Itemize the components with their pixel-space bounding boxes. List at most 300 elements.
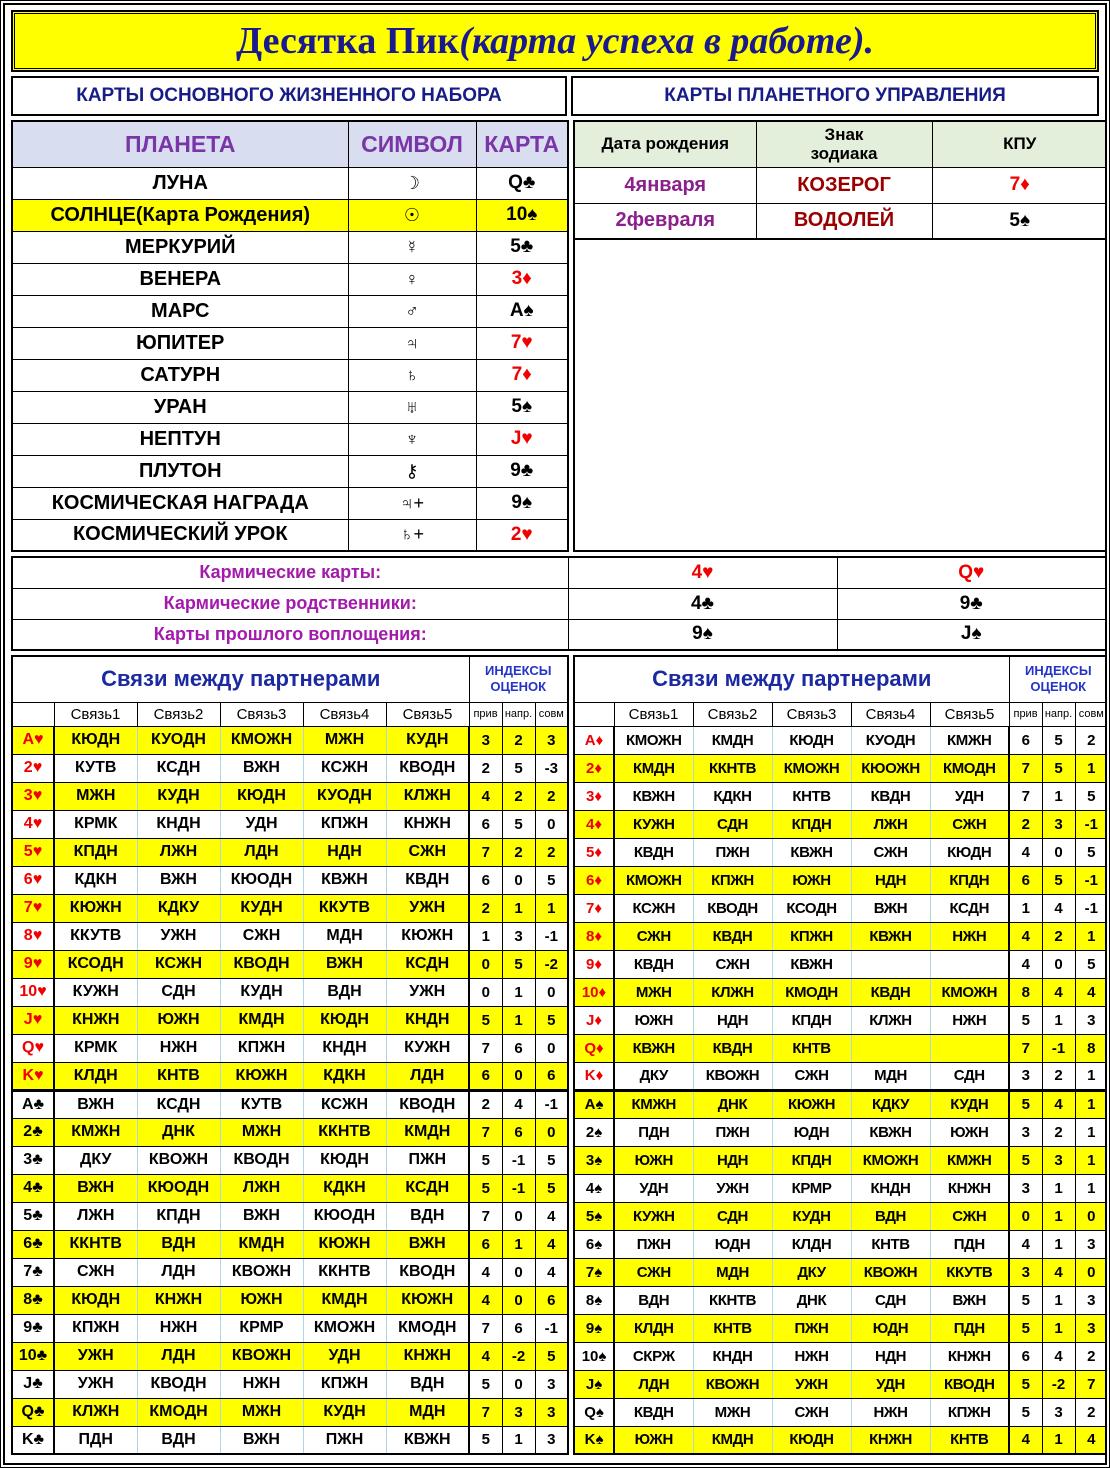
- index-cell: 5: [502, 950, 535, 978]
- planet-name: САТУРН: [12, 359, 348, 391]
- link-cell: КВОЖН: [851, 1258, 930, 1286]
- page-title: [11, 10, 1099, 72]
- link-cell: КЛДН: [54, 1062, 137, 1090]
- index-cell: 2: [1042, 1118, 1075, 1146]
- link-cell: КВОЖН: [220, 1258, 303, 1286]
- link-header: Связь2: [693, 702, 772, 726]
- index-cell: 1: [502, 1230, 535, 1258]
- planet-symbol: ♃+: [348, 487, 476, 519]
- index-cell: 5: [1009, 1146, 1042, 1174]
- index-cell: 5: [535, 1146, 568, 1174]
- link-cell: КВЖН: [851, 922, 930, 950]
- link-cell: ЛЖН: [137, 838, 220, 866]
- partners-header-row: [12, 702, 568, 726]
- link-cell: ЮЖН: [220, 1286, 303, 1314]
- link-cell: СЖН: [772, 1062, 851, 1090]
- planet-symbol: ⚷: [348, 455, 476, 487]
- index-cell: 0: [1042, 950, 1075, 978]
- index-cell: 3: [1009, 1174, 1042, 1202]
- index-header: прив: [469, 702, 502, 726]
- link-cell: ВДН: [137, 1230, 220, 1258]
- link-cell: СЖН: [614, 1258, 693, 1286]
- link-cell: СЖН: [614, 922, 693, 950]
- link-cell: КУОДН: [137, 726, 220, 754]
- link-cell: КЮДН: [54, 1286, 137, 1314]
- index-cell: 4: [535, 1258, 568, 1286]
- card-rank: 4♠: [574, 1174, 614, 1202]
- planet-card: 2♥: [476, 519, 568, 551]
- link-cell: КВДН: [614, 1398, 693, 1426]
- link-cell: ЛДН: [220, 838, 303, 866]
- top-area: [11, 120, 1099, 552]
- index-cell: 4: [469, 1286, 502, 1314]
- link-cell: ДНК: [693, 1090, 772, 1118]
- link-cell: КВОДН: [386, 754, 469, 782]
- link-cell: КВОЖН: [220, 1342, 303, 1370]
- planet-name: КОСМИЧЕСКАЯ НАГРАДА: [12, 487, 348, 519]
- index-cell: 3: [1075, 1006, 1107, 1034]
- link-cell: КНДН: [386, 1006, 469, 1034]
- index-cell: 4: [469, 782, 502, 810]
- partners-title: Связи между партнерами: [574, 656, 1009, 702]
- planet-name: МЕРКУРИЙ: [12, 231, 348, 263]
- link-cell: КЮДН: [303, 1006, 386, 1034]
- link-cell: КСДН: [930, 894, 1009, 922]
- index-cell: 5: [535, 1342, 568, 1370]
- index-cell: 1: [1075, 922, 1107, 950]
- planet-symbol: ♂: [348, 295, 476, 327]
- link-cell: КМОЖН: [303, 1314, 386, 1342]
- partner-row: [12, 1118, 568, 1146]
- link-cell: СДН: [851, 1286, 930, 1314]
- planet-name: МАРС: [12, 295, 348, 327]
- planet-card: 5♣: [476, 231, 568, 263]
- index-cell: 1: [535, 894, 568, 922]
- index-cell: 5: [1042, 754, 1075, 782]
- link-cell: ПДН: [54, 1426, 137, 1454]
- index-cell: 0: [502, 1202, 535, 1230]
- index-cell: 2: [1042, 1062, 1075, 1090]
- link-cell: СДН: [137, 978, 220, 1006]
- link-cell: ЮДН: [693, 1230, 772, 1258]
- karmic-label: Карты прошлого воплощения:: [12, 619, 568, 650]
- link-cell: НЖН: [930, 1006, 1009, 1034]
- link-cell: МДН: [693, 1258, 772, 1286]
- index-cell: 7: [469, 1314, 502, 1342]
- link-cell: УДН: [851, 1370, 930, 1398]
- planet-header-row: [12, 121, 568, 167]
- partner-row: [574, 754, 1107, 782]
- link-cell: ККНТВ: [303, 1258, 386, 1286]
- link-cell: СЖН: [54, 1258, 137, 1286]
- card-rank: 5♦: [574, 838, 614, 866]
- partner-row: [574, 1118, 1107, 1146]
- card-rank: 10♦: [574, 978, 614, 1006]
- index-header: напр.: [502, 702, 535, 726]
- index-cell: 5: [1075, 782, 1107, 810]
- link-cell: КЮЖН: [303, 1230, 386, 1258]
- birth-date: 2февраля: [574, 203, 756, 239]
- link-cell: СЖН: [930, 810, 1009, 838]
- index-cell: 7: [469, 1398, 502, 1426]
- card-rank: Q♦: [574, 1034, 614, 1062]
- index-cell: -1: [1075, 894, 1107, 922]
- link-cell: ЮЖН: [614, 1146, 693, 1174]
- title-main: Десятка Пик: [236, 20, 460, 62]
- index-cell: 3: [1042, 1398, 1075, 1426]
- link-cell: НДН: [693, 1146, 772, 1174]
- link-cell: МЖН: [220, 1398, 303, 1426]
- section-header-planetary: КАРТЫ ПЛАНЕТНОГО УПРАВЛЕНИЯ: [571, 76, 1099, 116]
- index-cell: 0: [1009, 1202, 1042, 1230]
- link-cell: ККНТВ: [693, 1286, 772, 1314]
- partner-row: [12, 1146, 568, 1174]
- link-header: Связь1: [614, 702, 693, 726]
- partner-row: [12, 1034, 568, 1062]
- karmic-card-2: Q♥: [837, 557, 1106, 588]
- index-cell: 2: [469, 1090, 502, 1118]
- card-rank: 10♥: [12, 978, 54, 1006]
- index-cell: 1: [469, 922, 502, 950]
- link-cell: НДН: [851, 866, 930, 894]
- index-cell: 1: [1009, 894, 1042, 922]
- index-cell: 1: [1042, 1426, 1075, 1454]
- link-cell: КВДН: [851, 978, 930, 1006]
- index-cell: -1: [502, 1146, 535, 1174]
- link-header: Связь4: [303, 702, 386, 726]
- link-cell: УЖН: [386, 894, 469, 922]
- link-cell: СЖН: [930, 1202, 1009, 1230]
- card-rank: 7♥: [12, 894, 54, 922]
- card-rank: Q♣: [12, 1398, 54, 1426]
- index-cell: 5: [535, 1006, 568, 1034]
- index-cell: 1: [502, 978, 535, 1006]
- link-cell: КУДН: [386, 726, 469, 754]
- planet-name: НЕПТУН: [12, 423, 348, 455]
- link-cell: КУДН: [772, 1202, 851, 1230]
- link-cell: КМДН: [693, 726, 772, 754]
- link-cell: КПЖН: [54, 1314, 137, 1342]
- link-cell: ВЖН: [930, 1286, 1009, 1314]
- link-cell: ВЖН: [220, 1426, 303, 1454]
- index-cell: 6: [1009, 726, 1042, 754]
- planet-name: УРАН: [12, 391, 348, 423]
- link-cell: КЮДН: [303, 1146, 386, 1174]
- link-cell: КУЖН: [54, 978, 137, 1006]
- partners-area: [11, 655, 1104, 1455]
- index-cell: 7: [1009, 754, 1042, 782]
- link-cell: КВЖН: [772, 838, 851, 866]
- link-cell: [851, 950, 930, 978]
- index-cell: 6: [469, 1230, 502, 1258]
- card-rank: J♠: [574, 1370, 614, 1398]
- partner-row: [12, 1006, 568, 1034]
- link-cell: КМДН: [303, 1286, 386, 1314]
- link-cell: КСОДН: [772, 894, 851, 922]
- partners-header-row: [574, 702, 1107, 726]
- kpu-card: 5♠: [932, 203, 1107, 239]
- zodiac-sign: КОЗЕРОГ: [756, 167, 932, 203]
- link-cell: ЮЖН: [930, 1118, 1009, 1146]
- index-cell: 1: [1042, 1174, 1075, 1202]
- link-cell: ПЖН: [386, 1146, 469, 1174]
- index-cell: 3: [535, 726, 568, 754]
- link-cell: КМОЖН: [220, 726, 303, 754]
- planet-row: [12, 391, 568, 423]
- link-cell: СЖН: [851, 838, 930, 866]
- link-cell: КПЖН: [930, 1398, 1009, 1426]
- card-rank: J♦: [574, 1006, 614, 1034]
- index-cell: 2: [469, 894, 502, 922]
- link-cell: КВДН: [614, 950, 693, 978]
- partner-row: [574, 1314, 1107, 1342]
- col-zodiac: Знак зодиака: [756, 121, 932, 167]
- birth-date: 4января: [574, 167, 756, 203]
- link-cell: ДНК: [137, 1118, 220, 1146]
- link-cell: КРМР: [772, 1174, 851, 1202]
- index-cell: 0: [469, 950, 502, 978]
- partner-row: [574, 894, 1107, 922]
- link-cell: МЖН: [303, 726, 386, 754]
- planet-card: 7♥: [476, 327, 568, 359]
- link-cell: КУЖН: [386, 1034, 469, 1062]
- index-cell: 5: [1009, 1370, 1042, 1398]
- card-rank: 10♠: [574, 1342, 614, 1370]
- section-header-life-set: КАРТЫ ОСНОВНОГО ЖИЗНЕННОГО НАБОРА: [11, 76, 567, 116]
- index-cell: 0: [502, 1370, 535, 1398]
- index-cell: 5: [469, 1174, 502, 1202]
- planet-card: 9♠: [476, 487, 568, 519]
- partner-row: [574, 1174, 1107, 1202]
- link-cell: КЮДН: [54, 726, 137, 754]
- index-cell: 2: [469, 754, 502, 782]
- index-cell: 5: [1009, 1286, 1042, 1314]
- planet-symbol: ♄+: [348, 519, 476, 551]
- partner-row: [574, 1146, 1107, 1174]
- index-header: напр.: [1042, 702, 1075, 726]
- link-cell: КЮДН: [220, 782, 303, 810]
- index-cell: 4: [469, 1342, 502, 1370]
- index-cell: 2: [502, 726, 535, 754]
- link-cell: ККНТВ: [54, 1230, 137, 1258]
- link-cell: УЖН: [693, 1174, 772, 1202]
- link-header: Связь2: [137, 702, 220, 726]
- link-cell: ЮЖН: [614, 1006, 693, 1034]
- partner-row: [574, 1090, 1107, 1118]
- planet-symbol: ☉: [348, 199, 476, 231]
- index-cell: 1: [1075, 1146, 1107, 1174]
- index-cell: 1: [1042, 1286, 1075, 1314]
- index-cell: -2: [535, 950, 568, 978]
- index-cell: 5: [1075, 950, 1107, 978]
- partner-row: [12, 838, 568, 866]
- index-cell: 4: [535, 1230, 568, 1258]
- link-header: Связь1: [54, 702, 137, 726]
- link-cell: КСЖН: [303, 754, 386, 782]
- link-cell: КНДН: [303, 1034, 386, 1062]
- partner-row: [574, 782, 1107, 810]
- index-cell: 5: [1009, 1398, 1042, 1426]
- partner-row: [574, 978, 1107, 1006]
- corner-cell: [12, 702, 54, 726]
- planet-card: 3♦: [476, 263, 568, 295]
- index-cell: 4: [469, 1258, 502, 1286]
- link-cell: КДКН: [54, 866, 137, 894]
- link-cell: СДН: [693, 1202, 772, 1230]
- page-inner: [3, 3, 1107, 1465]
- link-cell: МДН: [386, 1398, 469, 1426]
- index-cell: 3: [1042, 1146, 1075, 1174]
- link-cell: КЛЖН: [693, 978, 772, 1006]
- partners-title-row: [574, 656, 1107, 702]
- link-cell: КДКН: [303, 1062, 386, 1090]
- planet-symbol: ☿: [348, 231, 476, 263]
- link-header: Связь5: [386, 702, 469, 726]
- card-rank: 10♣: [12, 1342, 54, 1370]
- partner-row: [12, 894, 568, 922]
- link-cell: ВЖН: [386, 1230, 469, 1258]
- index-cell: 5: [1042, 726, 1075, 754]
- kpu-panel: [573, 120, 1107, 552]
- link-cell: [930, 1034, 1009, 1062]
- karmic-card-1: 4♣: [568, 588, 837, 619]
- index-title: ИНДЕКСЫ ОЦЕНОК: [1009, 656, 1107, 702]
- partner-row: [574, 1426, 1107, 1454]
- link-cell: КУДН: [220, 978, 303, 1006]
- link-cell: КНЖН: [930, 1342, 1009, 1370]
- planet-name: КОСМИЧЕСКИЙ УРОК: [12, 519, 348, 551]
- card-rank: 8♥: [12, 922, 54, 950]
- index-cell: 5: [1009, 1006, 1042, 1034]
- planet-row: [12, 231, 568, 263]
- link-cell: КНЖН: [386, 1342, 469, 1370]
- index-cell: 6: [1009, 1342, 1042, 1370]
- index-cell: 2: [1009, 810, 1042, 838]
- index-cell: 6: [535, 1062, 568, 1090]
- partner-row: [12, 1090, 568, 1118]
- partner-row: [12, 1258, 568, 1286]
- card-rank: 7♦: [574, 894, 614, 922]
- link-cell: КВЖН: [386, 1426, 469, 1454]
- link-cell: КЮЖН: [220, 1062, 303, 1090]
- karmic-label: Кармические карты:: [12, 557, 568, 588]
- link-cell: [930, 950, 1009, 978]
- index-cell: 2: [502, 782, 535, 810]
- planet-row: [12, 199, 568, 231]
- link-cell: КУЖН: [614, 1202, 693, 1230]
- link-cell: КМОЖН: [772, 754, 851, 782]
- card-rank: 6♠: [574, 1230, 614, 1258]
- link-cell: КПЖН: [303, 1370, 386, 1398]
- index-cell: 5: [502, 754, 535, 782]
- link-cell: КНЖН: [137, 1286, 220, 1314]
- card-rank: 3♥: [12, 782, 54, 810]
- link-cell: ККУТВ: [930, 1258, 1009, 1286]
- card-rank: 5♥: [12, 838, 54, 866]
- card-rank: A♥: [12, 726, 54, 754]
- empty-area: [573, 240, 1107, 552]
- link-cell: КВОДН: [930, 1370, 1009, 1398]
- planet-card: Q♣: [476, 167, 568, 199]
- link-cell: КЮДН: [772, 726, 851, 754]
- partner-row: [574, 866, 1107, 894]
- karmic-row: [12, 557, 1106, 588]
- link-cell: ЮЖН: [772, 866, 851, 894]
- index-cell: 2: [502, 838, 535, 866]
- link-cell: ПЖН: [693, 1118, 772, 1146]
- card-rank: 5♠: [574, 1202, 614, 1230]
- link-cell: КМОЖН: [614, 866, 693, 894]
- link-cell: ЛЖН: [851, 810, 930, 838]
- link-cell: КВОДН: [386, 1258, 469, 1286]
- index-cell: -1: [535, 1090, 568, 1118]
- link-cell: КПДН: [772, 1006, 851, 1034]
- link-cell: КВЖН: [851, 1118, 930, 1146]
- link-cell: КМДН: [386, 1118, 469, 1146]
- kpu-card: 7♦: [932, 167, 1107, 203]
- kpu-table: [573, 120, 1107, 240]
- card-rank: 6♦: [574, 866, 614, 894]
- card-rank: 4♥: [12, 810, 54, 838]
- link-cell: НДН: [303, 838, 386, 866]
- link-cell: МЖН: [220, 1118, 303, 1146]
- index-cell: 0: [1042, 838, 1075, 866]
- link-cell: КРМК: [54, 810, 137, 838]
- card-rank: K♥: [12, 1062, 54, 1090]
- card-rank: 3♦: [574, 782, 614, 810]
- kpu-header-row: [574, 121, 1107, 167]
- karmic-card-1: 9♠: [568, 619, 837, 650]
- link-cell: КРМР: [220, 1314, 303, 1342]
- index-cell: 7: [1075, 1370, 1107, 1398]
- index-cell: 5: [469, 1426, 502, 1454]
- karmic-row: [12, 619, 1106, 650]
- index-title: ИНДЕКСЫ ОЦЕНОК: [469, 656, 568, 702]
- link-cell: УЖН: [386, 978, 469, 1006]
- index-cell: 4: [1009, 1426, 1042, 1454]
- link-cell: КВОДН: [220, 950, 303, 978]
- index-cell: 0: [1075, 1202, 1107, 1230]
- index-cell: -1: [502, 1174, 535, 1202]
- partners-title: Связи между партнерами: [12, 656, 469, 702]
- link-cell: ВДН: [851, 1202, 930, 1230]
- link-cell: КВЖН: [614, 1034, 693, 1062]
- card-rank: 9♣: [12, 1314, 54, 1342]
- link-cell: КПДН: [772, 810, 851, 838]
- index-cell: 4: [1042, 894, 1075, 922]
- link-cell: ПЖН: [693, 838, 772, 866]
- planet-card: A♠: [476, 295, 568, 327]
- link-cell: КПДН: [54, 838, 137, 866]
- link-cell: ККУТВ: [303, 894, 386, 922]
- link-cell: КЛДН: [772, 1230, 851, 1258]
- link-cell: КНТВ: [137, 1062, 220, 1090]
- link-cell: КУТВ: [54, 754, 137, 782]
- planet-name: ЛУНА: [12, 167, 348, 199]
- index-cell: 4: [1009, 1230, 1042, 1258]
- link-cell: КНДН: [693, 1342, 772, 1370]
- link-cell: КЮЖН: [386, 922, 469, 950]
- index-cell: 1: [502, 894, 535, 922]
- index-cell: 0: [502, 1062, 535, 1090]
- link-cell: КВДН: [693, 1034, 772, 1062]
- link-cell: КПЖН: [220, 1034, 303, 1062]
- link-cell: КЛЖН: [54, 1398, 137, 1426]
- card-rank: J♥: [12, 1006, 54, 1034]
- index-cell: 4: [535, 1202, 568, 1230]
- link-cell: НЖН: [851, 1398, 930, 1426]
- index-cell: 3: [535, 1398, 568, 1426]
